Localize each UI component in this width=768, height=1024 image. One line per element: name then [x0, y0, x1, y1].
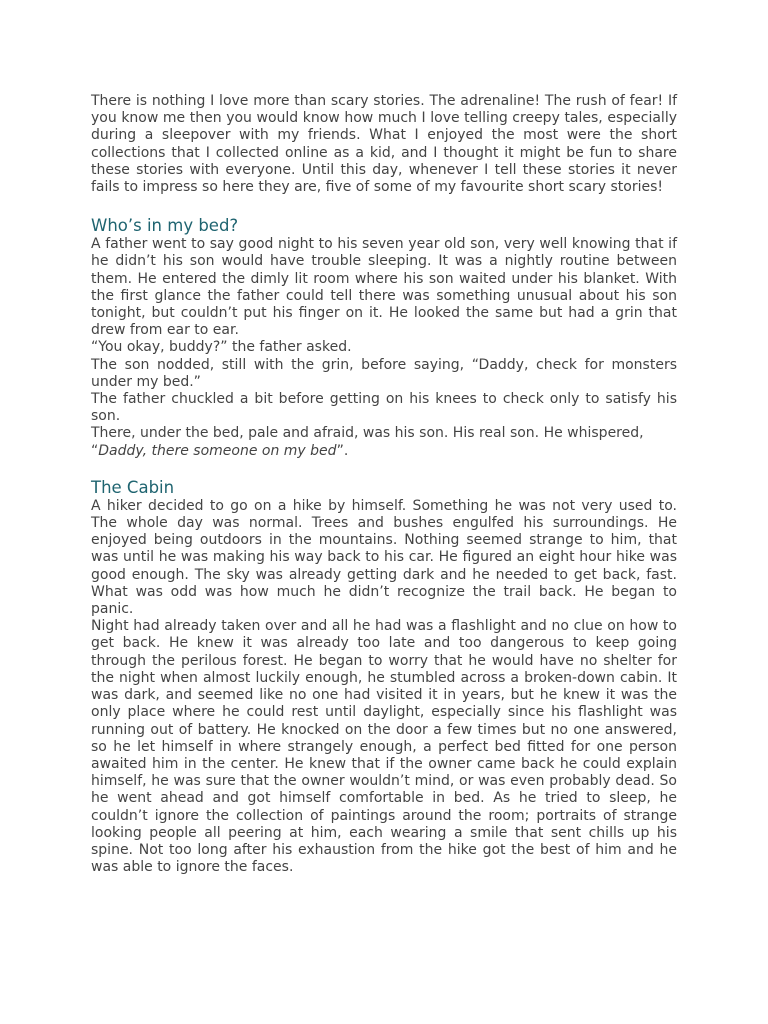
closing-open-quote: “ — [91, 442, 99, 459]
story-paragraph: There, under the bed, pale and afraid, was his son. His real son. He whispered, — [91, 425, 644, 442]
story-title-the-cabin: The Cabin — [91, 477, 175, 497]
document-body — [91, 93, 677, 876]
closing-end-quote: ”. — [336, 442, 349, 459]
intro-paragraph: There is nothing I love more than scary stories. The adrenaline! The rush of fear! If you know me then you would know how much I love telling creepy tales, especially during a sleepover with my friends. What I enjoyed the most were the short collections that I collected online as a kid, and I thought it might be fun to share these stories with everyone. Until this day, whenever I tell these stories it never fails to impress so here they are, five of some of my favourite short scary stories! — [91, 93, 677, 196]
story-paragraph: “You okay, buddy?” the father asked. — [91, 339, 352, 356]
story-paragraph: A father went to say good night to his seven year old son, very well knowing that if he didn’t his son would have trouble sleeping. It was a nightly routine between them. He entered the dimly lit room where his son waited under his blanket. With the first glance the father could tell there was something unusual about his son tonight, but couldn’t put his finger on it. He looked the same but had a grin that drew from ear to ear. — [91, 236, 677, 339]
story-paragraph: The father chuckled a bit before getting on his knees to check only to satisfy his son. — [91, 391, 677, 425]
story-title-whos-in-my-bed: Who’s in my bed? — [91, 216, 239, 236]
closing-quote-text: Daddy, there someone on my bed — [98, 442, 337, 459]
story-paragraph: Night had already taken over and all he had was a flashlight and no clue on how to get back. He knew it was already too late and too dangerous to keep going through the perilous forest. He began to worry that he would have no shelter for the night when almost luckily enough, he stumbled across a broken-down cabin. It was dark, and seemed like no one had visited it in years, but he knew it was the only place where he could rest until daylight, especially since his flashlight was running out of battery. He knocked on the door a few times but no one answered, so he let himself in where strangely enough, a perfect bed fitted for one person awaited him in the center. He knew that if the owner came back he could explain himself, he was sure that the owner wouldn’t mind, or was even probably dead. So he went ahead and got himself comfortable in bed. As he tried to sleep, he couldn’t ignore the collection of paintings around the room; portraits of strange looking people all peering at him, each wearing a smile that sent chills up his spine. Not too long after his exhaustion from the hike got the best of him and he was able to ignore the faces. — [91, 618, 677, 876]
story-paragraph: The son nodded, still with the grin, before saying, “Daddy, check for monsters under my bed.” — [91, 356, 677, 390]
story-paragraph: A hiker decided to go on a hike by himself. Something he was not very used to. The whole day was normal. Trees and bushes engulfed his surroundings. He enjoyed being outdoors in the mountains. Nothing seemed strange to him, that was until he was making his way back to his car. He figured an eight hour hike was good enough. The sky was already getting dark and he needed to get back, fast. What was odd was how much he didn’t recognize the trail back. He began to panic. — [91, 497, 677, 618]
story-closing-line — [91, 443, 677, 460]
